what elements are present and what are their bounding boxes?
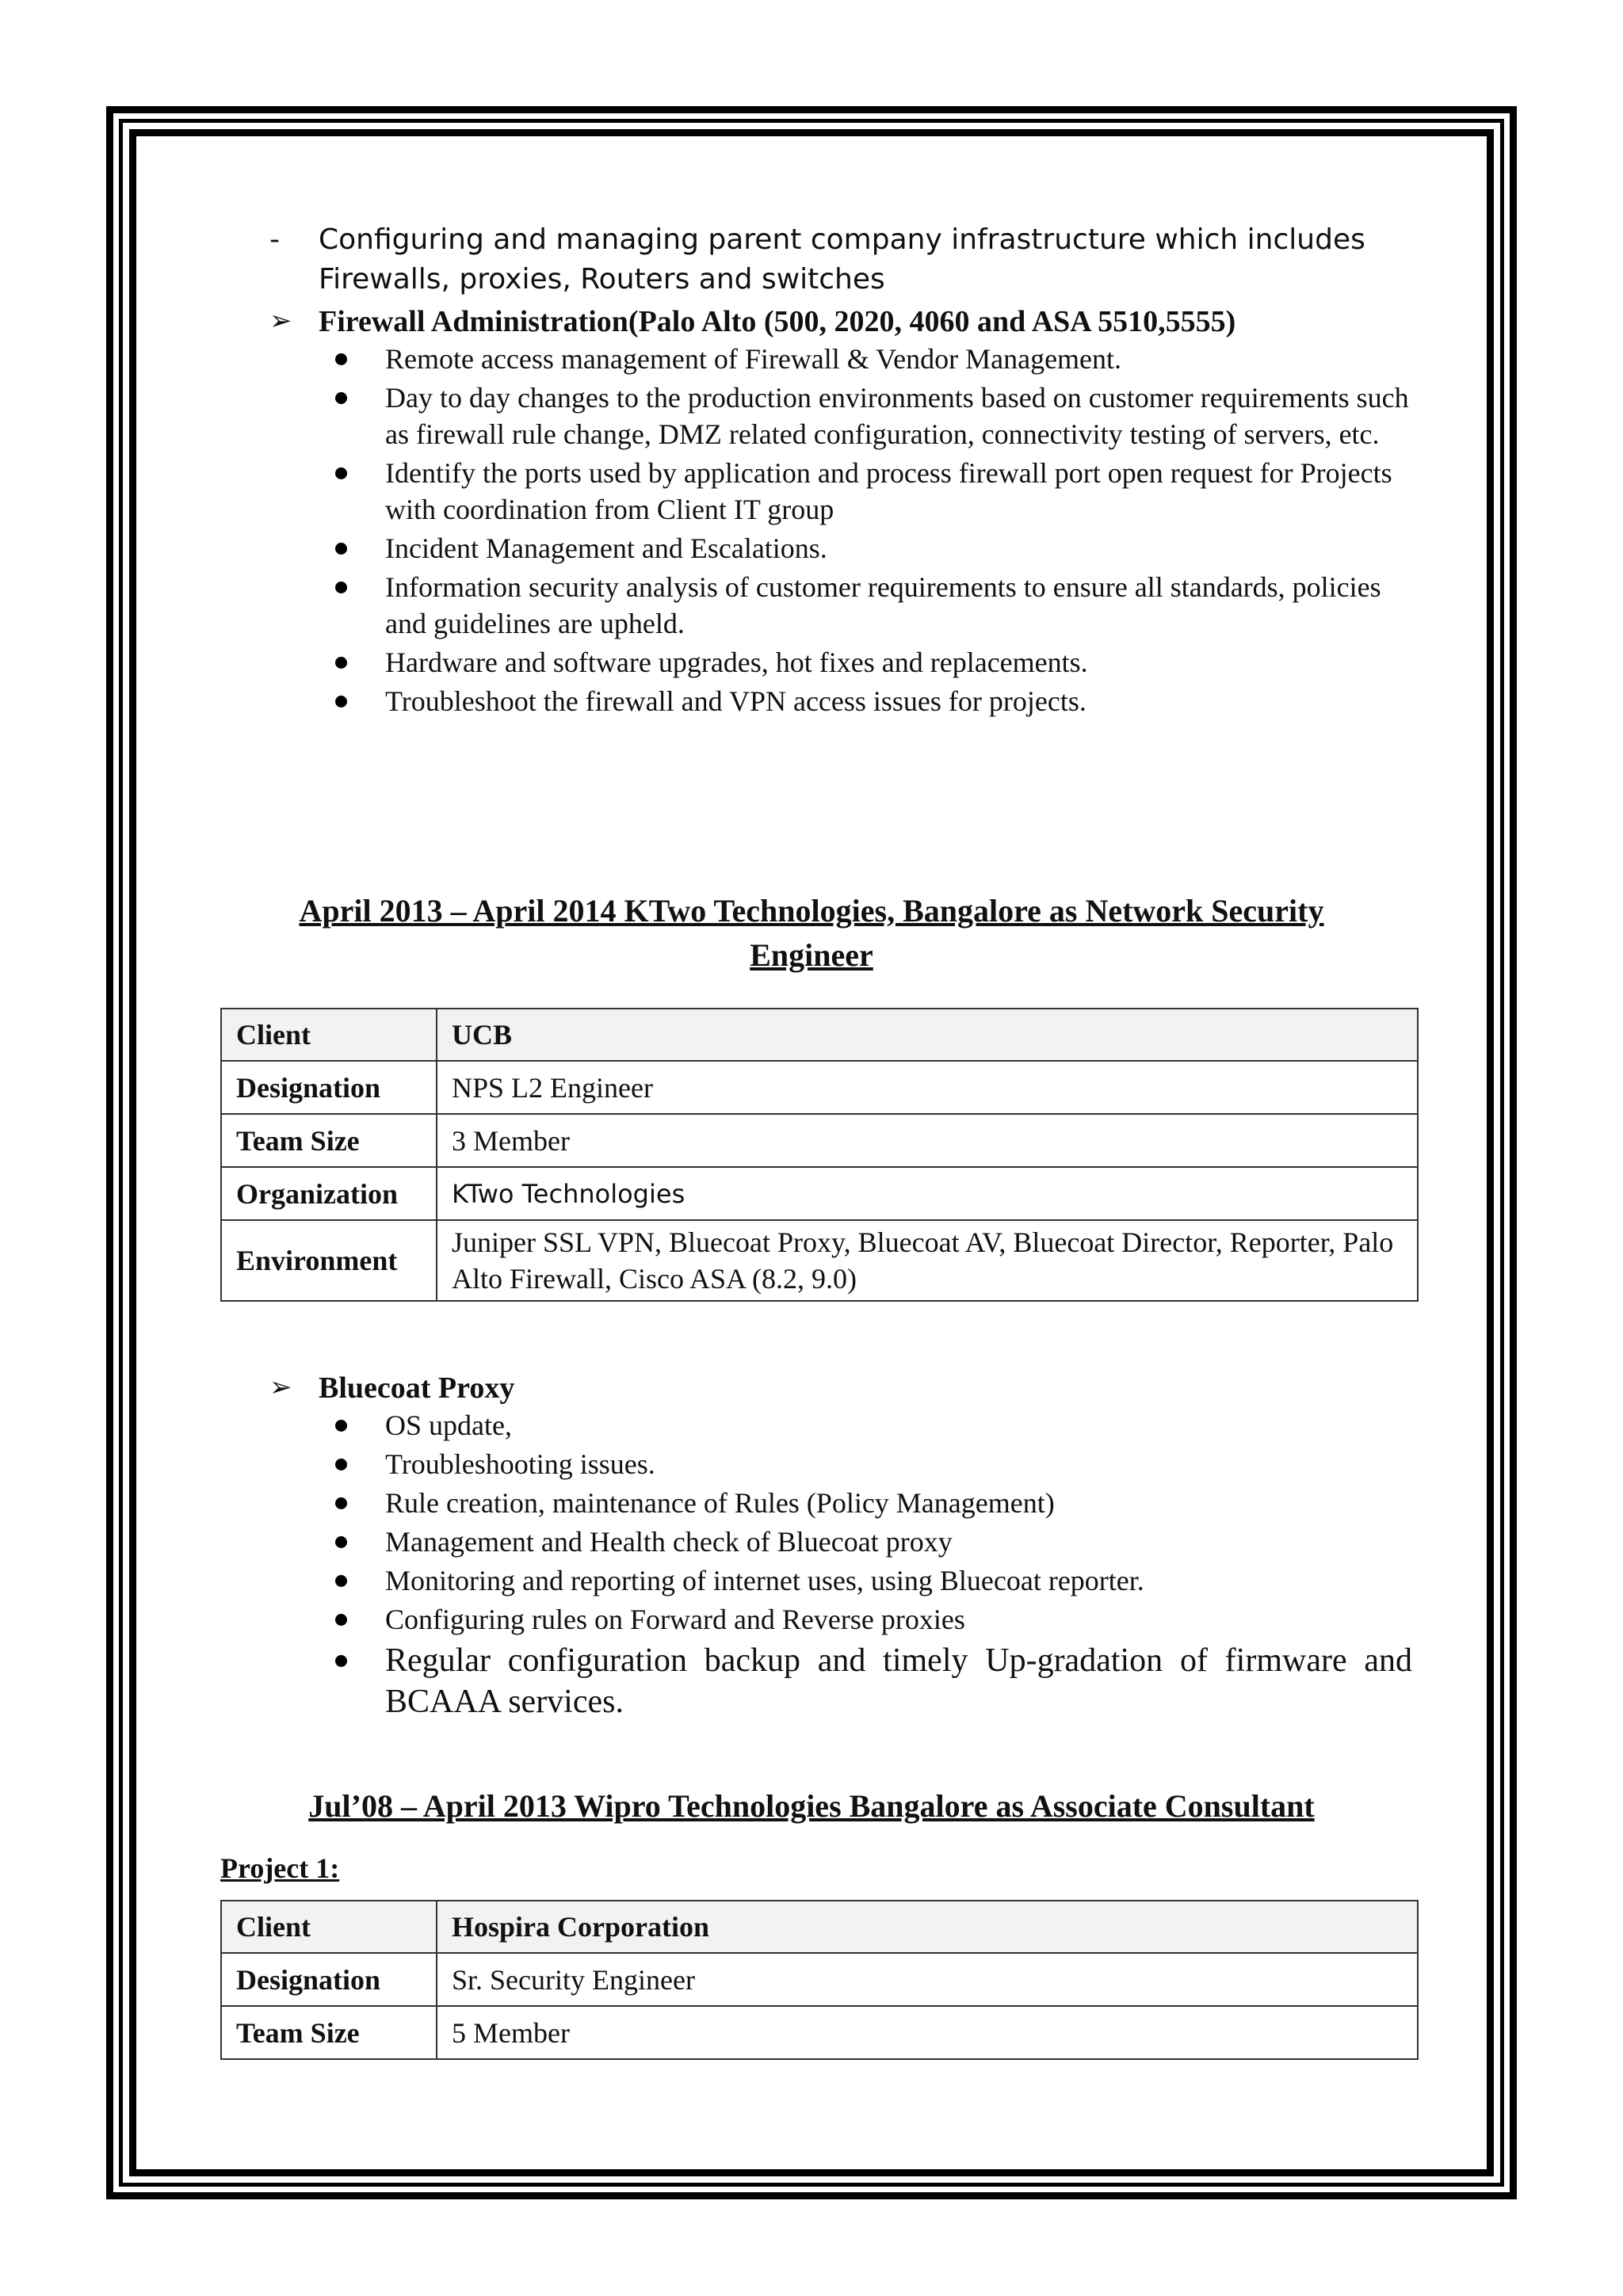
table-value: UCB [437,1009,1418,1061]
list-item: Management and Health check of Bluecoat proxy [319,1524,1412,1560]
table-label: Client [221,1009,437,1061]
table-value: 3 Member [437,1114,1418,1167]
bullet-icon [335,392,347,404]
ktwo-heading-line-2: Engineer [750,937,873,973]
table-row [221,1953,1418,2006]
list-item: Regular configuration backup and timely Up-gradation of firmware and BCAAA services. [319,1640,1412,1722]
project-label: Project 1: [220,1852,340,1884]
list-item: Hardware and software upgrades, hot fixes and replacements. [319,644,1412,681]
table-row [221,1167,1418,1220]
table-label: Client [221,1901,437,1953]
bullet-icon [335,1575,347,1587]
bullet-icon [335,696,347,707]
bullet-icon [335,1655,347,1667]
list-item: Configuring rules on Forward and Reverse proxies [319,1601,1412,1638]
table-value: Hospira Corporation [437,1901,1418,1953]
bullet-icon [335,353,347,365]
table-row [221,1114,1418,1167]
table-label: Organization [221,1167,437,1220]
bluecoat-task-list [319,1407,1412,1725]
table-value: KTwo Technologies [437,1167,1418,1220]
bullet-icon [335,1497,347,1509]
bullet-icon [335,1420,347,1432]
table-label: Team Size [221,1114,437,1167]
intro-line-2: Firewalls, proxies, Routers and switches [319,263,885,296]
dash-marker: - [269,223,280,256]
table-row [221,1009,1418,1061]
table-label: Environment [221,1220,437,1301]
bullet-icon [335,657,347,669]
wipro-heading: Jul’08 – April 2013 Wipro Technologies Bangalore as Associate Consultant [308,1788,1315,1824]
list-item: Troubleshoot the firewall and VPN access issues for projects. [319,683,1412,719]
firewall-task-list [319,341,1412,722]
list-item: OS update, [319,1407,1412,1444]
table-label: Team Size [221,2006,437,2059]
table-label: Designation [221,1061,437,1114]
ktwo-project-table [220,1008,1419,1302]
list-item: Rule creation, maintenance of Rules (Policy Management) [319,1485,1412,1521]
table-value: Sr. Security Engineer [437,1953,1418,2006]
wipro-project-table [220,1900,1419,2060]
bullet-icon [335,1614,347,1626]
bullet-icon [335,1536,347,1548]
firewall-section-title: Firewall Administration(Palo Alto (500, 2020, 4060 and ASA 5510,5555) [319,305,1236,338]
table-value: NPS L2 Engineer [437,1061,1418,1114]
arrow-bullet-icon: ➢ [269,307,292,336]
list-item: Monitoring and reporting of internet uses, using Bluecoat reporter. [319,1562,1412,1599]
ktwo-heading-line-1: April 2013 – April 2014 KTwo Technologies, Bangalore as Network Security [299,893,1324,929]
table-row [221,1220,1418,1301]
list-item: Information security analysis of customer requirements to ensure all standards, policies and guidelines are upheld. [319,569,1412,642]
list-item: Incident Management and Escalations. [319,530,1412,566]
table-value: Juniper SSL VPN, Bluecoat Proxy, Bluecoat AV, Bluecoat Director, Reporter, Palo Alto Firewall, Cisco ASA (8.2, 9.0) [437,1220,1418,1301]
intro-line-1: Configuring and managing parent company infrastructure which includes [319,223,1365,256]
bullet-icon [335,467,347,479]
bullet-icon [335,1459,347,1470]
bullet-icon [335,582,347,593]
table-row [221,1061,1418,1114]
table-row [221,1901,1418,1953]
table-row [221,2006,1418,2059]
list-item: Troubleshooting issues. [319,1446,1412,1482]
list-item: Remote access management of Firewall & Vendor Management. [319,341,1412,377]
table-value: 5 Member [437,2006,1418,2059]
arrow-bullet-icon: ➢ [269,1373,292,1402]
ktwo-heading [220,889,1403,978]
list-item: Identify the ports used by application and process firewall port open request for Projects with coordination from Client IT group [319,455,1412,528]
bluecoat-section-title: Bluecoat Proxy [319,1371,515,1405]
bullet-icon [335,543,347,555]
list-item: Day to day changes to the production environments based on customer requirements such as firewall rule change, DMZ related configuration, connectivity testing of servers, etc. [319,379,1412,452]
table-label: Designation [221,1953,437,2006]
